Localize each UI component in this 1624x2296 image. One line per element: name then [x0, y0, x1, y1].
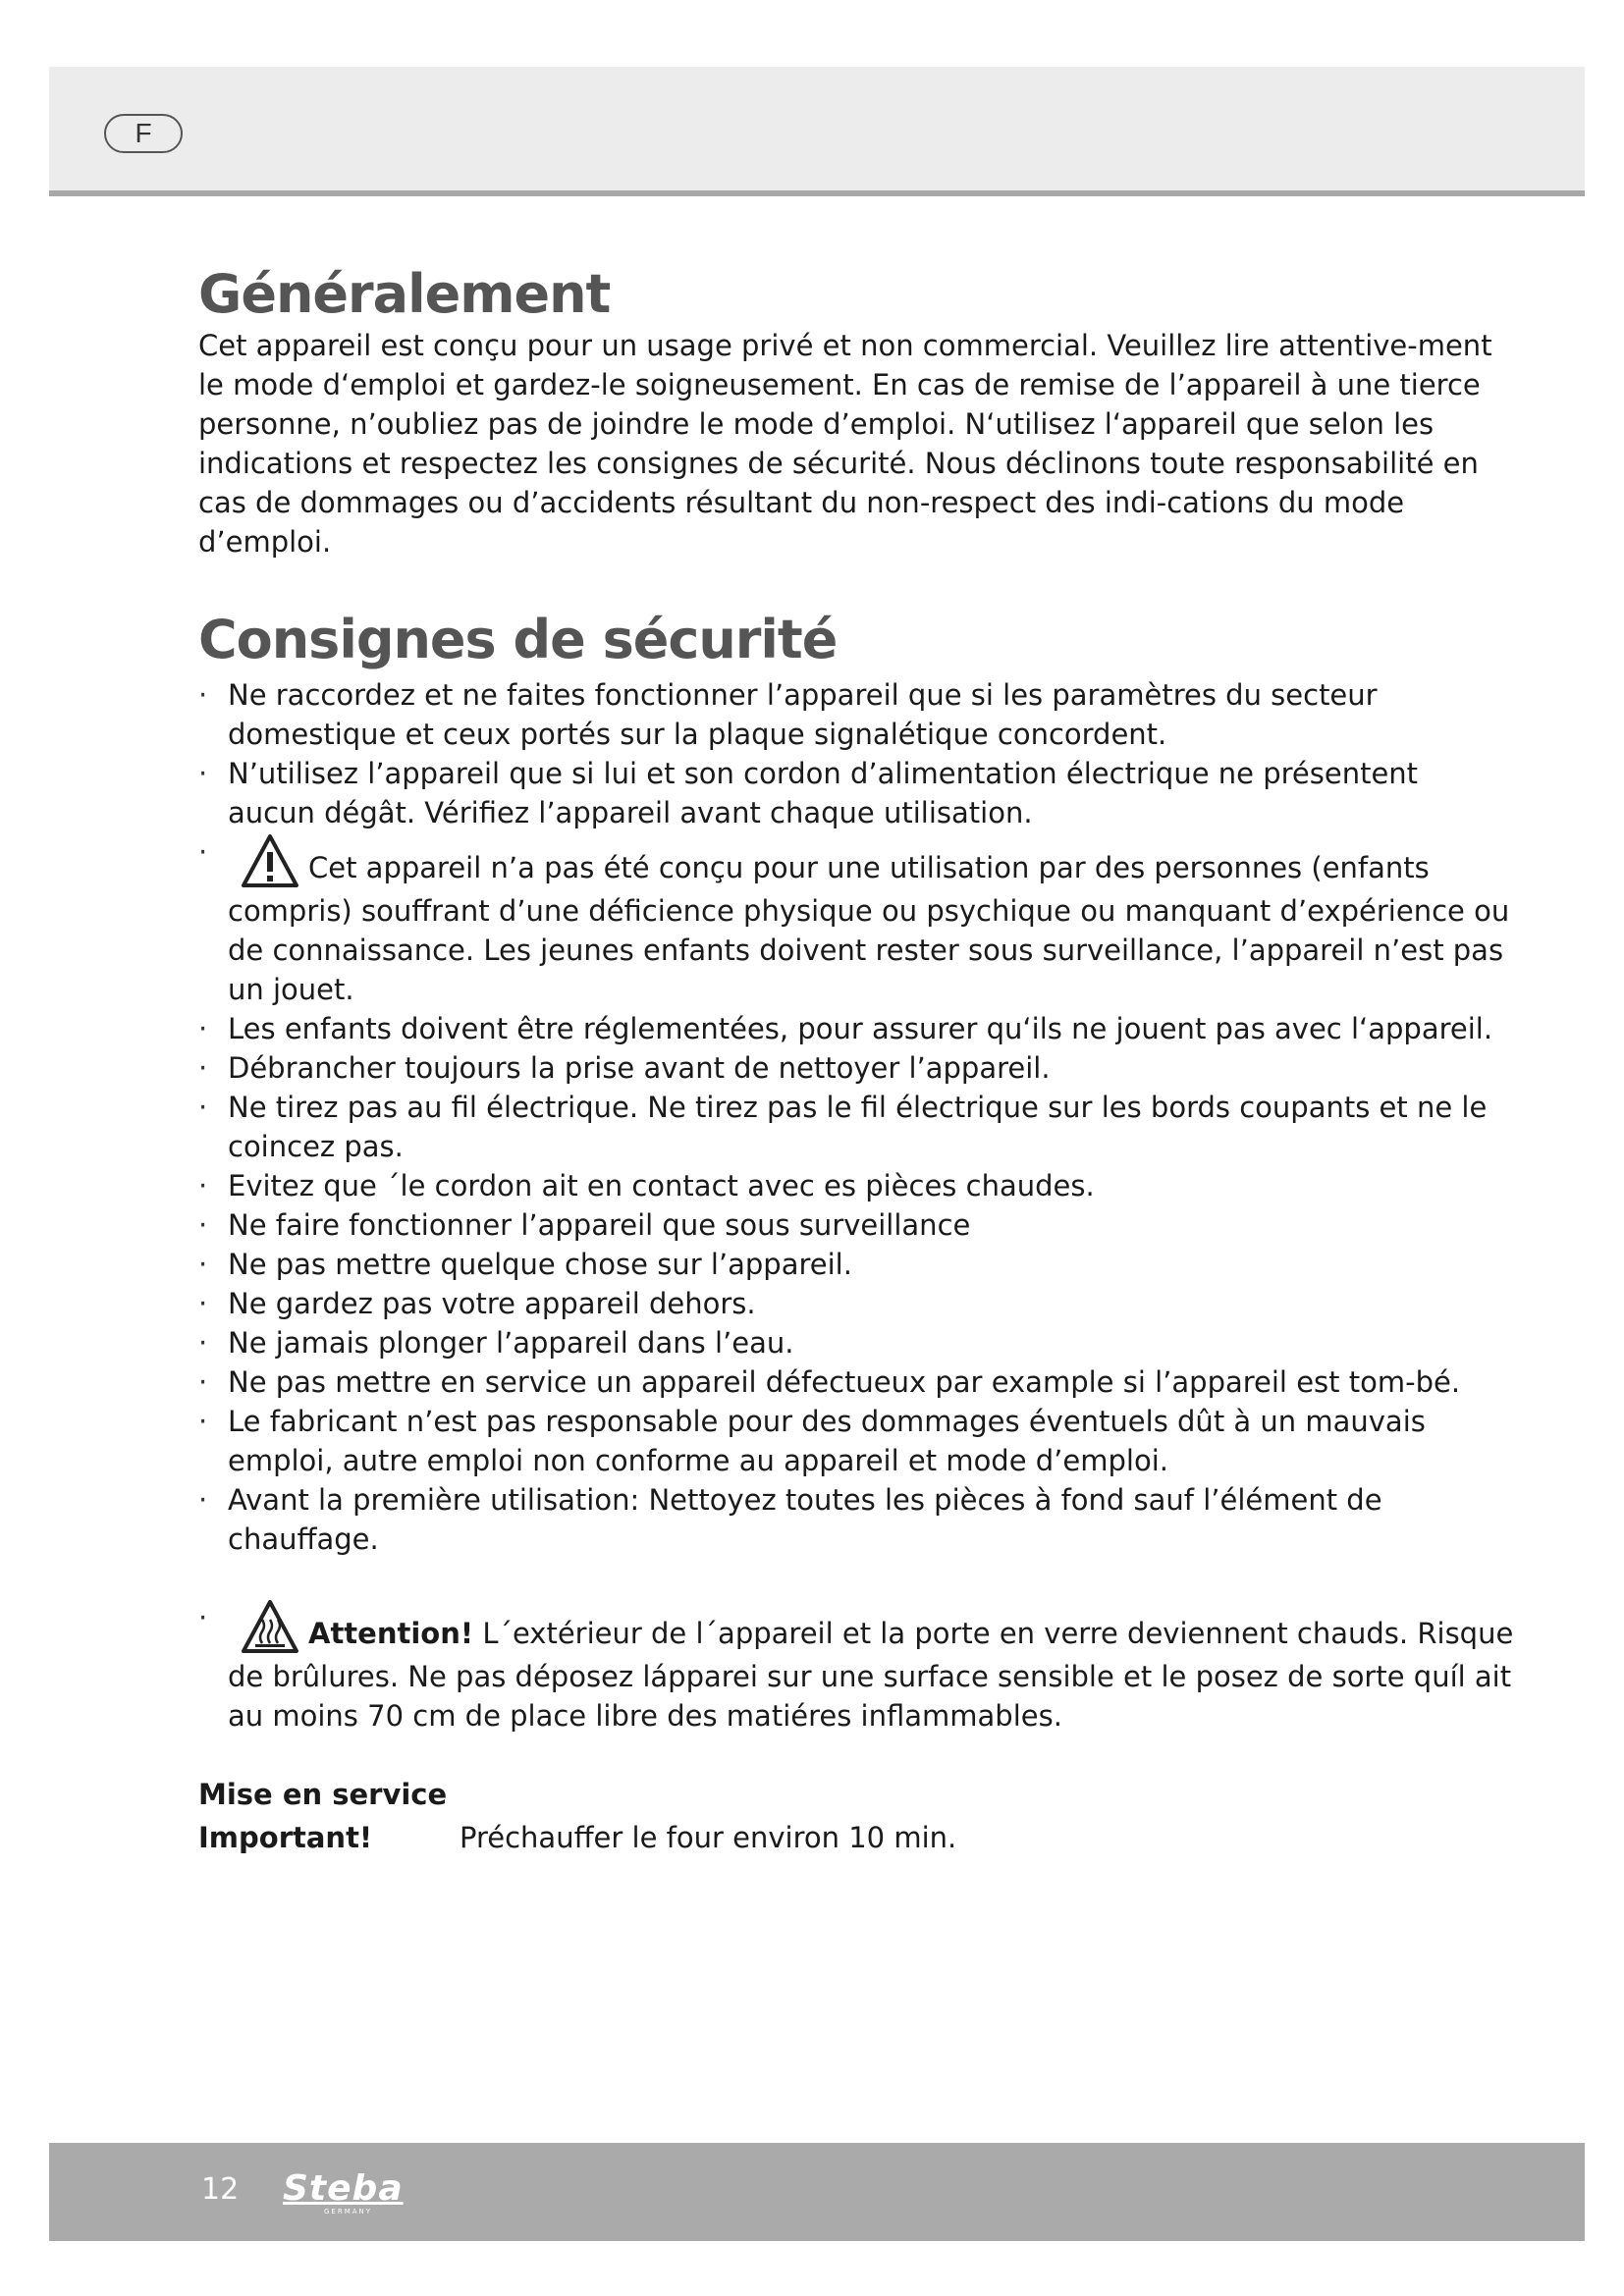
section-title-general: Généralement [198, 263, 611, 325]
warning-triangle-icon [240, 832, 300, 891]
attention-item [198, 1598, 1514, 1735]
footer-bar [49, 2143, 1585, 2241]
safety-list [198, 675, 1514, 1735]
list-item: · Avant la première utilisation: Nettoyez toutes les pièces à fond sauf l’élément de chauffage. [198, 1480, 1514, 1559]
list-item-text: Cet appareil n’a pas été conçu pour une utilisation par des personnes (enfants compris) souffrant d’une déficience physique ou psychique ou manquant d’expérience ou de connaissance. Les jeunes enfants doivent rester sous surveillance, l’appareil n’est pas un jouet. [228, 851, 1510, 1006]
list-item: · Ne jamais plonger l’appareil dans l’eau. [198, 1323, 1514, 1362]
list-item: · Ne pas mettre en service un appareil défectueux par example si l’appareil est tom-bé. [198, 1362, 1514, 1402]
list-item: · Débrancher toujours la prise avant de nettoyer l’appareil. [198, 1048, 1514, 1088]
list-item: · Evitez que ´le cordon ait en contact avec es pièces chaudes. [198, 1166, 1514, 1205]
page-content [198, 265, 1514, 1859]
important-label: Important! [198, 1821, 373, 1854]
attention-text: L´extérieur de l´appareil et la porte en verre deviennent chauds. Risque de brûlures. Ne pas déposez lápparei sur une surface sensible et le posez de sorte quíl ait au moins 70 cm de place libre des matiéres inflammables. [228, 1617, 1514, 1733]
list-item: · Ne gardez pas votre appareil dehors. [198, 1284, 1514, 1323]
startup-title: Mise en service [198, 1778, 448, 1811]
header-bar [49, 67, 1585, 196]
hot-surface-warning-icon [240, 1598, 300, 1657]
important-row [198, 1816, 1514, 1859]
list-item: · Ne tirez pas au fil électrique. Ne tirez pas le fil électrique sur les bords coupants et ne le coincez pas. [198, 1088, 1514, 1166]
brand-logo: Steba [283, 2168, 404, 2209]
page-number: 12 [201, 2172, 240, 2207]
list-item: · Le fabricant n’est pas responsable pour des dommages éventuels dût à un mauvais emploi, autre emploi non conforme au appareil et mode d’emploi. [198, 1402, 1514, 1480]
important-text: Préchauffer le four environ 10 min. [460, 1821, 957, 1854]
section-title-safety: Consignes de sécurité [198, 609, 838, 670]
list-item: · Ne faire fonctionner l’appareil que sous surveillance [198, 1205, 1514, 1245]
list-item [198, 832, 1514, 1009]
list-item: · N’utilisez l’appareil que si lui et son cordon d’alimentation électrique ne présentent aucun dégât. Vérifiez l’appareil avant chaque utilisation. [198, 754, 1514, 832]
attention-label: Attention! [308, 1617, 474, 1650]
brand-subtitle: GERMANY [324, 2208, 373, 2216]
list-item: · Les enfants doivent être réglementées, pour assurer qu‘ils ne jouent pas avec l‘appareil. [198, 1009, 1514, 1048]
list-item: · Ne pas mettre quelque chose sur l’appareil. [198, 1245, 1514, 1284]
language-badge: F [104, 114, 183, 153]
general-paragraph: Cet appareil est conçu pour un usage privé et non commercial. Veuillez lire attentive-ment le mode d‘emploi et gardez-le soigneusement. En cas de remise de l’appareil à une tierce personne, n’oubliez pas de joindre le mode d’emploi. N‘utilisez l‘appareil que selon les indications et respectez les consignes de sécurité. Nous déclinons toute responsabilité en cas de dommages ou d’accidents résultant du non-respect des indi-cations du mode d’emploi. [198, 329, 1492, 559]
list-item: · Ne raccordez et ne faites fonctionner l’appareil que si les paramètres du secteur domestique et ceux portés sur la plaque signalétique concordent. [198, 675, 1514, 754]
